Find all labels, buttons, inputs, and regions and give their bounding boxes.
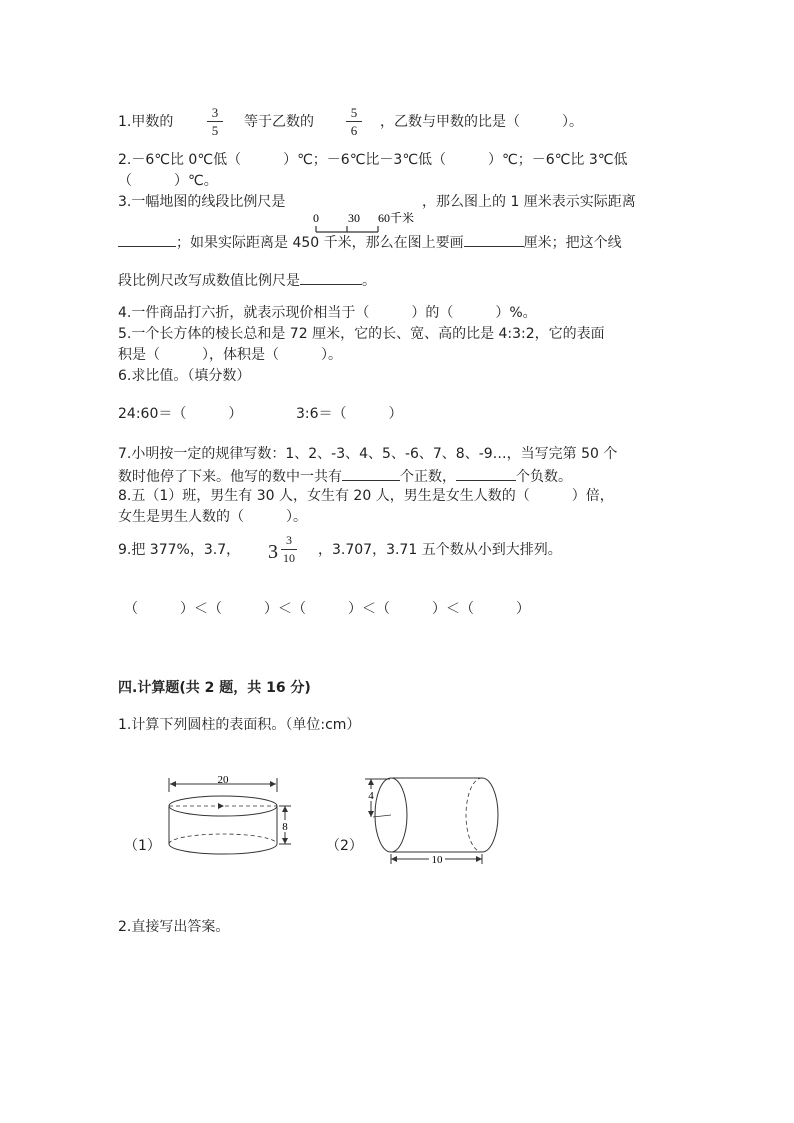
answer-blank[interactable] <box>456 466 516 481</box>
diameter-label: 4 <box>368 790 374 802</box>
q7-line1: 7.小明按一定的规律写数：1、2、-3、4、5、-6、7、8、-9…，当写完第 50 个 <box>118 446 618 462</box>
section-heading: 四.计算题(共 2 题，共 16 分) <box>118 680 311 696</box>
fraction-numerator: 3 <box>286 533 292 547</box>
q3-line3 <box>118 270 376 290</box>
answer-blank[interactable] <box>342 466 400 481</box>
fraction-denominator: 5 <box>211 123 219 138</box>
q3-line3-text: 段比例尺改写成数值比例尺是 <box>118 273 300 289</box>
q5-line1: 5.一个长方体的棱长总和是 72 厘米，它的长、宽、高的比是 4:3:2，它的表面 <box>118 326 605 342</box>
q1-middle: 等于乙数的 <box>244 114 314 130</box>
q3-line2-suffix: 厘米；把这个线 <box>523 235 622 251</box>
right-front-arc <box>482 778 498 852</box>
q5-line2: 积是（ ），体积是（ ）。 <box>118 347 342 363</box>
bottom-back-arc <box>169 834 277 844</box>
q2-line1: 2.－6℃比 0℃低（ ）℃；－6℃比－3℃低（ ）℃；－6℃比 3℃低 <box>118 152 628 168</box>
fraction-bar <box>207 121 223 122</box>
arrow-head <box>218 803 224 809</box>
arrow-head <box>476 856 482 862</box>
q4-text: 4.一件商品打六折，就表示现价相当于（ ）的（ ）%。 <box>118 305 537 321</box>
c1-title: 1.计算下列圆柱的表面积。（单位:cm） <box>118 717 361 733</box>
q7-line2 <box>118 466 572 486</box>
q3-prefix: 3.一幅地图的线段比例尺是 <box>118 194 286 210</box>
q3-suffix: ，那么图上的 1 厘米表示实际距离 <box>422 194 636 210</box>
q3-line2-middle: ；如果实际距离是 450 千米，那么在图上要画 <box>176 235 464 251</box>
fraction-denominator: 10 <box>283 551 295 565</box>
q9-prefix: 9.把 377%，3.7， <box>118 542 241 558</box>
figure2-label: （2） <box>326 838 363 854</box>
q1-fraction-a <box>207 105 223 138</box>
cylinder-figure-1 <box>160 770 300 870</box>
width-label: 20 <box>217 774 229 786</box>
length-label: 10 <box>431 854 443 866</box>
fraction-bar <box>281 549 297 550</box>
q7-line2-middle: 个正数， <box>400 469 456 485</box>
q8-line2: 女生是男生人数的（ ）。 <box>118 509 307 525</box>
mixed-fraction <box>281 533 297 566</box>
q1-prefix: 1.甲数的 <box>118 114 174 130</box>
mixed-whole: 3 <box>268 541 278 563</box>
answer-blank[interactable] <box>464 232 524 247</box>
q2-line2: （ ）℃。 <box>118 173 218 189</box>
fraction-numerator: 5 <box>350 105 358 120</box>
radius-line <box>373 815 391 817</box>
fraction-denominator: 6 <box>350 123 358 138</box>
q3-line3-end: 。 <box>362 273 376 289</box>
answer-blank[interactable] <box>300 270 362 285</box>
arrow-head <box>368 811 374 817</box>
q6-title: 6.求比值。（填分数） <box>118 368 251 384</box>
q1-suffix: ，乙数与甲数的比是（ ）。 <box>380 114 583 130</box>
q6-item-a: 24:60＝（ ） <box>118 406 243 422</box>
right-back-arc <box>466 778 482 852</box>
arrow-head <box>282 806 288 812</box>
scale-tick-30: 30 <box>348 211 360 225</box>
fraction-numerator: 3 <box>211 105 219 120</box>
q9-suffix: ，3.707，3.71 五个数从小到大排列。 <box>318 542 562 558</box>
scale-tick-60: 60千米 <box>377 211 415 225</box>
q3-line2 <box>118 232 622 252</box>
q1-fraction-b <box>346 105 362 138</box>
fraction-bar <box>346 121 362 122</box>
q7-line2-prefix: 数时他停了下来。他写的数中一共有 <box>118 469 342 485</box>
q8-line1: 8.五（1）班，男生有 30 人，女生有 20 人，男生是女生人数的（ ）倍， <box>118 488 614 504</box>
arrow-head <box>282 838 288 844</box>
arrow-head <box>170 781 176 787</box>
answer-blank[interactable] <box>118 232 176 247</box>
arrow-head <box>391 856 397 862</box>
q6-item-b: 3:6＝（ ） <box>296 406 403 422</box>
height-label: 8 <box>282 821 288 833</box>
bottom-front-arc <box>169 844 277 854</box>
q7-line2-suffix: 个负数。 <box>516 469 572 485</box>
cylinder-figure-2 <box>360 772 510 868</box>
q9-answer-chain: （ ）＜（ ）＜（ ）＜（ ）＜（ ） <box>124 601 530 617</box>
scale-tick-0: 0 <box>313 211 319 225</box>
figure1-label: （1） <box>124 838 161 854</box>
c2-title: 2.直接写出答案。 <box>118 919 230 935</box>
arrow-head <box>368 779 374 785</box>
arrow-head <box>270 781 276 787</box>
